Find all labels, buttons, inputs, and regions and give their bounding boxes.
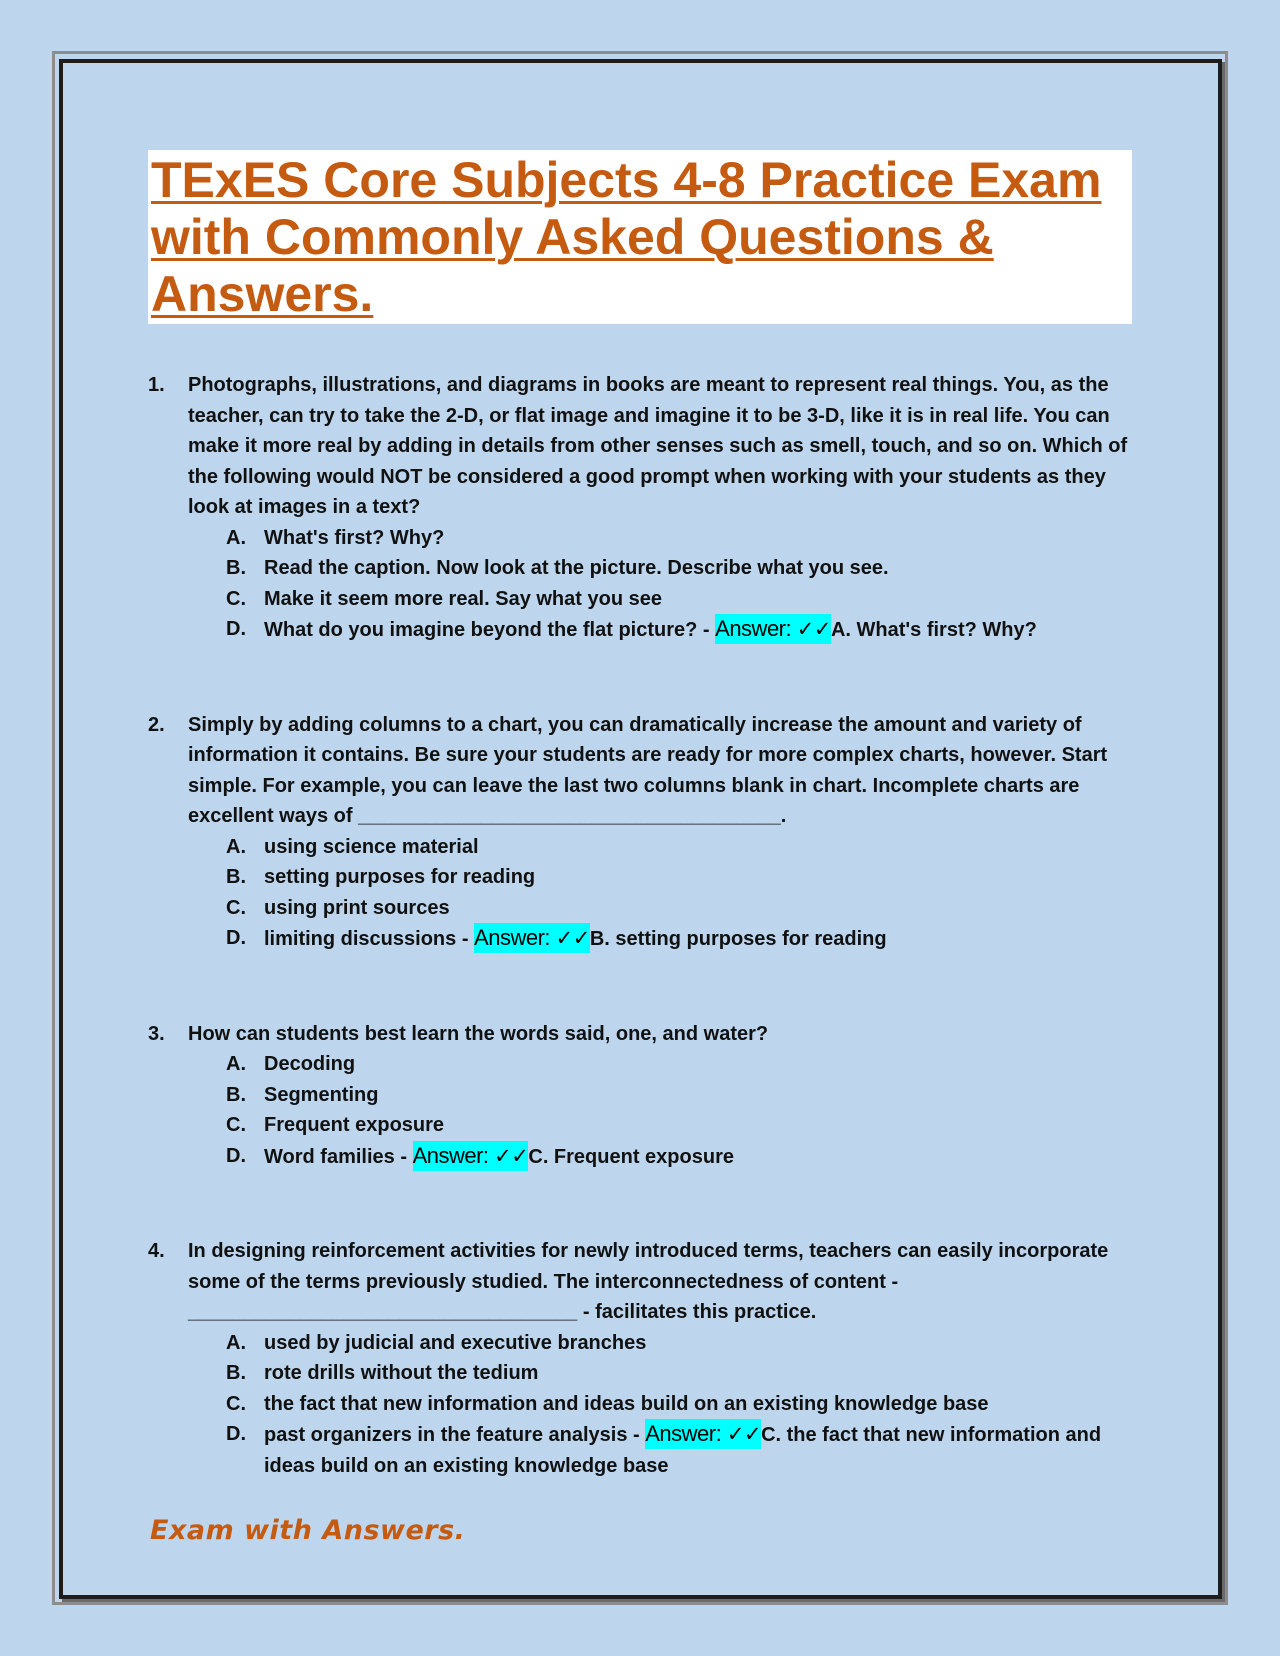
option-text: used by judicial and executive branches bbox=[264, 1331, 647, 1354]
option-text: the fact that new information and ideas build on an existing knowledge base bbox=[264, 1392, 989, 1415]
question-number: 1. bbox=[148, 374, 165, 396]
question-2 bbox=[148, 710, 1138, 955]
option-d bbox=[226, 614, 1138, 646]
option-letter: D. bbox=[226, 618, 246, 640]
answer-text: B. setting purposes for reading bbox=[589, 928, 887, 950]
option-text: limiting discussions - bbox=[264, 928, 469, 950]
answer-highlight bbox=[474, 923, 590, 953]
question-number: 2. bbox=[148, 713, 165, 736]
answer-label: Answer: bbox=[715, 616, 792, 641]
option-text: setting purposes for reading bbox=[264, 866, 536, 888]
option-d bbox=[226, 923, 1138, 955]
question-list bbox=[148, 370, 1138, 1545]
option-a bbox=[226, 1049, 1138, 1080]
question-number: 3. bbox=[148, 1022, 165, 1045]
option-text: Frequent exposure bbox=[264, 1114, 445, 1136]
option-text: Decoding bbox=[264, 1053, 356, 1075]
option-letter: B. bbox=[226, 1083, 246, 1106]
option-letter: B. bbox=[226, 1362, 246, 1384]
answer-highlight bbox=[645, 1419, 761, 1449]
answer-options bbox=[188, 1328, 1138, 1482]
option-letter: D. bbox=[226, 1144, 246, 1167]
double-check-icon: ✓✓ bbox=[726, 1422, 762, 1446]
question-text: Photographs, illustrations, and diagrams in books are meant to represent real things. You, as the teacher, can try to take the 2-D, or flat image and imagine it to be 3-D, like it is in real life. You can make it more real by adding in details from other senses such as smell, touch, and so on. Which of the following would NOT be considered a good prompt when working with your students as they look at images in a text? bbox=[188, 374, 1128, 518]
option-text: using print sources bbox=[264, 896, 450, 919]
answer-label: Answer: bbox=[412, 1142, 489, 1168]
footer-brand-text: Exam with Answers. bbox=[150, 1515, 466, 1546]
option-text: Read the caption. Now look at the picture. Describe what you see. bbox=[264, 557, 889, 579]
option-c bbox=[226, 584, 1138, 615]
answer-text: C. the fact that new information and ideas build on an existing knowledge base bbox=[264, 1424, 1102, 1477]
option-text: rote drills without the tedium bbox=[264, 1362, 539, 1384]
question-text: Simply by adding columns to a chart, you can dramatically increase the amount and variety of information it contains. Be sure your students are ready for more complex charts, however. Start simple. For example, you can leave the last two columns blank in chart. Incomplete charts are excellent ways of ______________________________________. bbox=[188, 713, 1108, 827]
double-check-icon: ✓✓ bbox=[796, 617, 831, 641]
double-check-icon: ✓✓ bbox=[494, 1143, 529, 1168]
option-letter: D. bbox=[226, 1423, 246, 1445]
option-b bbox=[226, 553, 1138, 584]
option-c bbox=[226, 893, 1138, 924]
document-title: TExES Core Subjects 4-8 Practice Exam with Commonly Asked Questions & Answers. bbox=[151, 152, 1102, 322]
option-text: What's first? Why? bbox=[264, 526, 445, 549]
option-letter: A. bbox=[226, 1331, 246, 1354]
option-b bbox=[226, 862, 1138, 893]
double-check-icon: ✓✓ bbox=[555, 926, 590, 950]
question-1 bbox=[148, 370, 1138, 646]
option-letter: A. bbox=[226, 835, 246, 858]
answer-highlight bbox=[715, 614, 831, 644]
option-c bbox=[226, 1389, 1138, 1420]
option-a bbox=[226, 832, 1138, 863]
option-d bbox=[226, 1419, 1138, 1481]
title-block bbox=[148, 150, 1132, 324]
option-c bbox=[226, 1110, 1138, 1141]
answer-text: C. Frequent exposure bbox=[528, 1145, 734, 1168]
option-letter: C. bbox=[226, 896, 246, 919]
option-text: Word families - bbox=[264, 1145, 407, 1168]
question-number: 4. bbox=[148, 1240, 165, 1262]
answer-highlight bbox=[413, 1141, 529, 1171]
option-text: What do you imagine beyond the flat picture? - bbox=[264, 619, 710, 641]
option-letter: B. bbox=[226, 557, 246, 579]
question-text: In designing reinforcement activities for newly introduced terms, teachers can easily incorporate some of the terms previously studied. The interconnectedness of content - ___________________________________ - facilitates this practice. bbox=[188, 1240, 1109, 1323]
option-letter: C. bbox=[226, 1114, 246, 1136]
option-letter: D. bbox=[226, 927, 246, 949]
option-a bbox=[226, 523, 1138, 554]
option-text: Segmenting bbox=[264, 1083, 379, 1106]
option-letter: B. bbox=[226, 866, 246, 888]
option-text: using science material bbox=[264, 835, 479, 858]
answer-options bbox=[188, 1049, 1138, 1172]
option-b bbox=[226, 1358, 1138, 1389]
option-text: past organizers in the feature analysis - bbox=[264, 1424, 640, 1446]
answer-options bbox=[188, 832, 1138, 955]
question-4 bbox=[148, 1236, 1138, 1481]
option-d bbox=[226, 1141, 1138, 1173]
question-3 bbox=[148, 1019, 1138, 1173]
question-text: How can students best learn the words said, one, and water? bbox=[188, 1022, 769, 1045]
answer-label: Answer: bbox=[645, 1421, 722, 1446]
option-b bbox=[226, 1080, 1138, 1111]
option-letter: C. bbox=[226, 587, 246, 610]
option-a bbox=[226, 1328, 1138, 1359]
answer-text: A. What's first? Why? bbox=[830, 619, 1037, 641]
answer-label: Answer: bbox=[474, 925, 551, 950]
answer-options bbox=[188, 523, 1138, 646]
option-letter: A. bbox=[226, 526, 246, 549]
option-letter: C. bbox=[226, 1392, 246, 1415]
option-text: Make it seem more real. Say what you see bbox=[264, 587, 662, 610]
option-letter: A. bbox=[226, 1053, 246, 1075]
